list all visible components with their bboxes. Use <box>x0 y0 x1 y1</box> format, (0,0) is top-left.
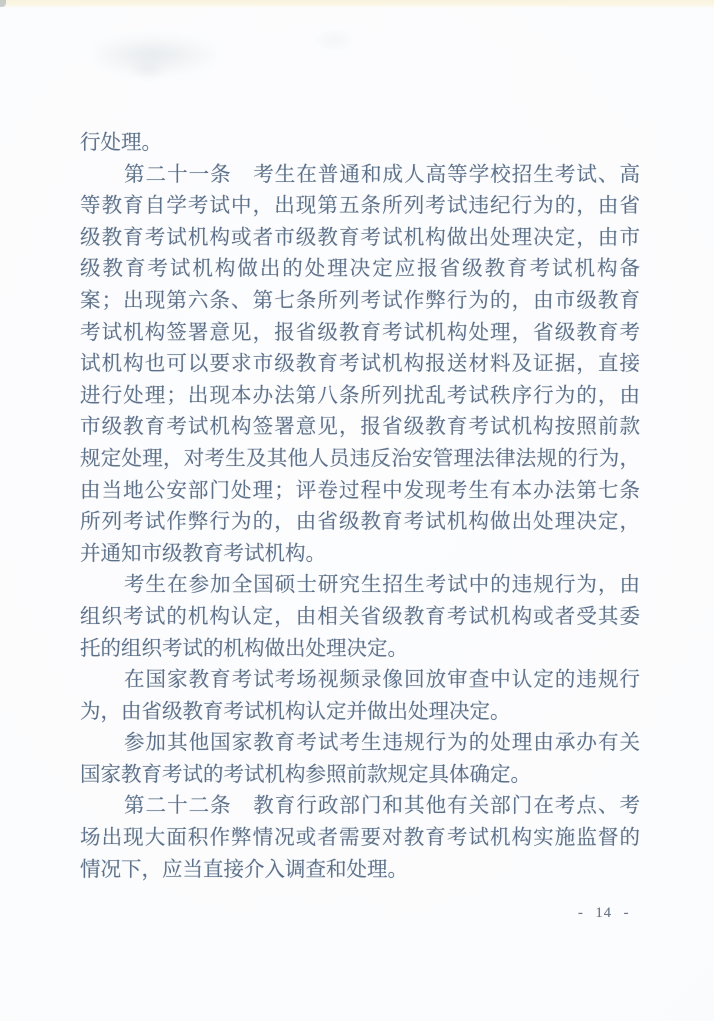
text-line: 行处理。 <box>80 132 162 154</box>
text-line: 并通知市级教育考试机构。 <box>80 542 326 565</box>
text-line: 第二十一条 考生在普通和成人高等学校招生考试、高 <box>124 163 640 186</box>
text-line: 为，由省级教育考试机构认定并做出处理决定。 <box>80 700 511 723</box>
page-number: - 14 - <box>578 905 630 921</box>
bleed-through-smudge <box>128 62 168 78</box>
text-line: 组织考试的机构认定，由相关省级教育考试机构或者受其委 <box>80 605 640 628</box>
text-body <box>80 128 640 886</box>
text-line: 情况下，应当直接介入调查和处理。 <box>80 858 408 881</box>
text-line: 国家教育考试的考试机构参照前款规定具体确定。 <box>80 763 531 786</box>
text-line: 所列考试作弊行为的，由省级教育考试机构做出处理决定， <box>80 511 640 534</box>
bleed-through-smudge <box>312 30 356 50</box>
text-line: 第二十二条 教育行政部门和其他有关部门在考点、考 <box>124 795 640 818</box>
text-line: 考试机构签署意见，报省级教育考试机构处理，省级教育考 <box>80 321 640 344</box>
text-line: 进行处理；出现本办法第八条所列扰乱考试秩序行为的，由 <box>80 384 640 407</box>
scan-edge-strip <box>0 0 714 8</box>
text-line: 规定处理，对考生及其他人员违反治安管理法律法规的行为， <box>80 447 640 470</box>
text-line: 托的组织考试的机构做出处理决定。 <box>80 637 408 660</box>
text-line: 场出现大面积作弊情况或者需要对教育考试机构实施监督的 <box>80 827 640 850</box>
text-line: 考生在参加全国硕士研究生招生考试中的违规行为，由 <box>124 574 640 597</box>
text-line: 市级教育考试机构签署意见，报省级教育考试机构按照前款 <box>80 416 640 439</box>
text-line: 在国家教育考试考场视频录像回放审查中认定的违规行 <box>124 669 640 692</box>
text-line: 案；出现第六条、第七条所列考试作弊行为的，由市级教育 <box>80 289 640 312</box>
text-line: 级教育考试机构做出的处理决定应报省级教育考试机构备 <box>80 258 640 281</box>
text-line: 等教育自学考试中，出现第五条所列考试违纪行为的，由省 <box>80 195 640 218</box>
text-line: 试机构也可以要求市级教育考试机构报送材料及证据，直接 <box>80 353 640 376</box>
text-line: 由当地公安部门处理；评卷过程中发现考生有本办法第七条 <box>80 479 640 502</box>
text-line: 参加其他国家教育考试考生违规行为的处理由承办有关 <box>124 732 640 755</box>
text-line: 级教育考试机构或者市级教育考试机构做出处理决定，由市 <box>80 226 640 249</box>
